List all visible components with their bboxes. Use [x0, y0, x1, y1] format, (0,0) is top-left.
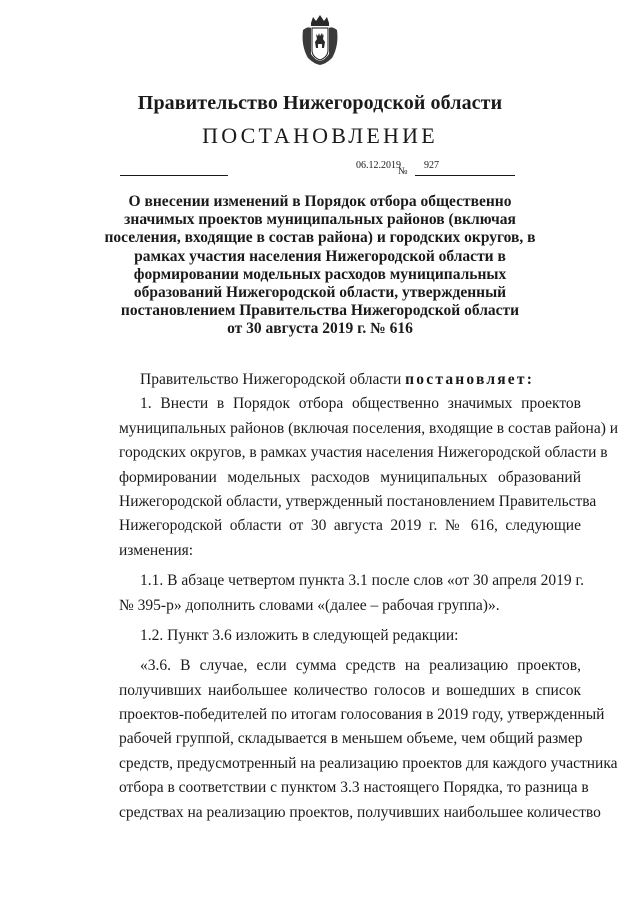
paragraph-line: Нижегородской области от 30 августа 2019 г. № 616, следующие: [119, 517, 581, 535]
heading-line: образований Нижегородской области, утвержденный: [133, 284, 507, 302]
paragraph-line: муниципальных районов (включая поселения, входящие в состав района) и: [119, 419, 619, 437]
number-sign: №: [398, 166, 408, 177]
document-date: 06.12.2019: [356, 160, 401, 171]
paragraph-line: городских округов, в рамках участия населения Нижегородской области в: [119, 444, 608, 462]
document-number: 927: [424, 160, 439, 171]
document-type: ПОСТАНОВЛЕНИЕ: [202, 123, 438, 148]
preamble-text: Правительство Нижегородской области: [140, 371, 402, 388]
signature-line-right: [415, 175, 515, 176]
government-title: Правительство Нижегородской области: [137, 92, 503, 114]
paragraph-line: Нижегородской области, утвержденный постановлением Правительства: [119, 492, 597, 510]
paragraph-line: отбора в соответствии с пунктом 3.3 настоящего Порядка, то разница в: [119, 779, 589, 797]
heading-line: поселения, входящие в состав района) и городских округов, в: [104, 229, 536, 247]
paragraph-line: формировании модельных расходов муниципальных образований: [119, 468, 581, 486]
paragraph-line: изменения:: [119, 541, 194, 559]
heading-line: от 30 августа 2019 г. № 616: [227, 320, 413, 338]
heading-line: формировании модельных расходов муниципальных: [133, 265, 507, 283]
paragraph-line: проектов-победителей по итогам голосования в 2019 году, утвержденный: [119, 706, 605, 724]
coat-of-arms-icon: [299, 14, 341, 66]
signature-line-left: [120, 175, 228, 176]
heading-line: О внесении изменений в Порядок отбора общественно: [128, 193, 512, 210]
paragraph-line: средствах на реализацию проектов, получивших наибольшее количество: [119, 803, 601, 821]
paragraph-line: 1.1. В абзаце четвертом пункта 3.1 после слов «от 30 апреля 2019 г.: [140, 572, 584, 590]
decree-word: постановляет:: [405, 371, 535, 388]
document-body: [119, 368, 619, 825]
paragraph-line: 1. Внести в Порядок отбора общественно значимых проектов: [140, 395, 581, 413]
paragraph-line: 1.2. Пункт 3.6 изложить в следующей редакции:: [140, 626, 459, 644]
paragraph-line: № 395-р» дополнить словами «(далее – рабочая группа)».: [119, 596, 500, 614]
paragraph-line: получивших наибольшее количество голосов и вошедших в список: [119, 681, 581, 699]
heading-line: рамках участия населения Нижегородской области в: [134, 247, 506, 265]
paragraph-line: рабочей группой, складывается в меньшем объеме, чем общий размер: [119, 730, 583, 748]
heading-line: значимых проектов муниципальных районов (включая: [124, 211, 516, 229]
document-heading: [100, 193, 540, 339]
heading-line: постановлением Правительства Нижегородской области: [120, 302, 520, 320]
paragraph-line: средств, предусмотренный на реализацию проектов для каждого участника: [119, 754, 618, 772]
paragraph-line: «3.6. В случае, если сумма средств на реализацию проектов,: [140, 657, 581, 675]
preamble-line: [119, 368, 581, 392]
